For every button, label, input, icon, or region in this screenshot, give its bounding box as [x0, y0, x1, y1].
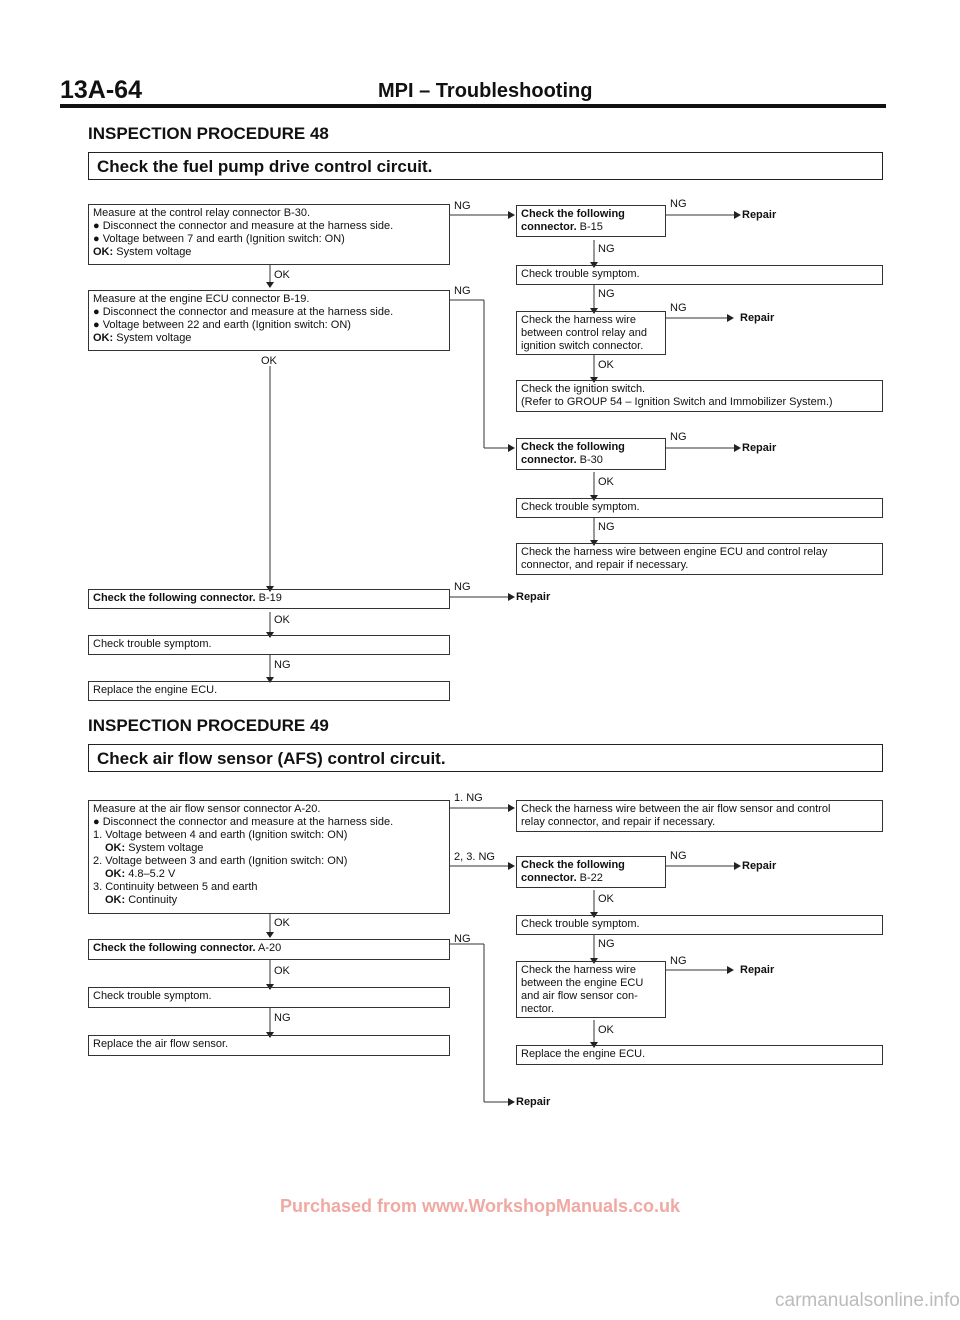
- p48-r2-text: Check trouble symptom.: [521, 268, 640, 280]
- p48-box1-ok-label: OK:: [93, 246, 114, 258]
- procedure-48-banner: Check the fuel pump drive control circuit.: [88, 152, 883, 180]
- p48-measure-engine-ecu-box: [88, 290, 450, 351]
- p48-check-trouble-symptom-right-box: [516, 265, 883, 285]
- p49-box1-ok1-label: OK:: [105, 842, 126, 854]
- p49-r2-ng: NG: [670, 850, 687, 862]
- p48-box4-ng: NG: [274, 659, 291, 671]
- p48-check-connector-b30-box: [516, 438, 666, 470]
- p48-box2-ok-value: System voltage: [113, 332, 192, 344]
- p48-r1-text: B-15: [576, 221, 603, 233]
- p49-box1-ok: OK: [274, 917, 290, 929]
- procedure-48-heading: INSPECTION PROCEDURE 48: [88, 124, 329, 143]
- p48-r6-text: Check trouble symptom.: [521, 501, 640, 513]
- procedure-49-banner: Check air flow sensor (AFS) control circuit.: [88, 744, 883, 772]
- p49-box1-ok3-value: Continuity: [125, 894, 178, 906]
- p48-r3-line3: ignition switch connector.: [521, 340, 644, 352]
- p49-box1-line2: ● Disconnect the connector and measure at the harness side.: [93, 816, 394, 828]
- p48-box3-repair: Repair: [516, 591, 551, 603]
- p49-r2-bold: connector.: [521, 872, 577, 884]
- p48-box3-ok: OK: [274, 614, 290, 626]
- p48-r1-bold: connector.: [521, 221, 577, 233]
- p48-box1-ng: NG: [454, 200, 471, 212]
- p48-r5-repair: Repair: [742, 442, 777, 454]
- p49-box1-ng23: 2, 3. NG: [454, 851, 495, 863]
- p48-check-connector-b15-box: [516, 205, 666, 237]
- p49-r4-line4: nector.: [521, 1003, 555, 1015]
- p48-r4-line2: (Refer to GROUP 54 – Ignition Switch and Immobilizer System.): [521, 396, 833, 408]
- p49-box1-ng1: 1. NG: [454, 792, 483, 804]
- p48-r3-line1: Check the harness wire: [521, 314, 636, 326]
- p48-box1-line2: ● Disconnect the connector and measure at the harness side.: [93, 220, 394, 232]
- p49-box1-ok3-label: OK:: [105, 894, 126, 906]
- p49-box1-line7: 3. Continuity between 5 and earth: [93, 881, 258, 893]
- p48-box1-line1: Measure at the control relay connector B-30.: [93, 207, 311, 219]
- p48-r1-ng: NG: [670, 198, 687, 210]
- p49-box1-line5: 2. Voltage between 3 and earth (Ignition switch: ON): [93, 855, 348, 867]
- p48-check-ignition-switch-box: [516, 380, 883, 412]
- p48-r7-line1: Check the harness wire between engine ECU and control relay: [521, 546, 828, 558]
- p49-r2-ok: OK: [598, 893, 614, 905]
- p49-r4-ng: NG: [670, 955, 687, 967]
- p49-check-connector-a20-box: [88, 939, 450, 960]
- p49-box2-ok: OK: [274, 965, 290, 977]
- p48-box5-text: Replace the engine ECU.: [93, 684, 218, 696]
- p48-check-trouble-symptom-box: [88, 635, 450, 655]
- p48-check-harness-ecu-relay-box: [516, 543, 883, 575]
- p48-box2-ok: OK: [261, 355, 277, 367]
- p49-r5-text: Replace the engine ECU.: [521, 1048, 646, 1060]
- p49-check-harness-afs-relay-box: [516, 800, 883, 832]
- p49-check-trouble-symptom-right-box: [516, 915, 883, 935]
- p48-check-connector-b19-box: [88, 589, 450, 609]
- p49-box2-text: A-20: [255, 942, 282, 954]
- p49-box1-ok2-value: 4.8–5.2 V: [125, 868, 176, 880]
- p49-r1-line2: relay connector, and repair if necessary.: [521, 816, 716, 828]
- page-title: MPI – Troubleshooting: [378, 80, 593, 102]
- p48-box1-line3: ● Voltage between 7 and earth (Ignition switch: ON): [93, 233, 345, 245]
- p49-check-connector-b22-box: [516, 856, 666, 888]
- p48-r7-line2: connector, and repair if necessary.: [521, 559, 689, 571]
- p49-replace-afs-box: [88, 1035, 450, 1056]
- p48-box2-ng: NG: [454, 285, 471, 297]
- p48-replace-ecu-box: [88, 681, 450, 701]
- p48-r3-ng: NG: [670, 302, 687, 314]
- p49-box2-bold: Check the following connector.: [93, 942, 256, 954]
- p48-box3-bold: Check the following connector.: [93, 592, 256, 604]
- p48-box1-ok: OK: [274, 269, 290, 281]
- procedure-49-heading: INSPECTION PROCEDURE 49: [88, 716, 329, 735]
- p48-r5-ng: NG: [670, 431, 687, 443]
- p48-r5-bold: connector.: [521, 454, 577, 466]
- p48-r1-repair: Repair: [742, 209, 777, 221]
- p48-box2-line3: ● Voltage between 22 and earth (Ignition switch: ON): [93, 319, 351, 331]
- p49-check-trouble-symptom-box: [88, 987, 450, 1008]
- p49-r2-line1: Check the following: [521, 859, 625, 871]
- p49-r4-line2: between the engine ECU: [521, 977, 644, 989]
- p48-r3-ok: OK: [598, 359, 614, 371]
- p49-box3-ng: NG: [274, 1012, 291, 1024]
- p48-r5-text: B-30: [576, 454, 603, 466]
- p49-box4-text: Replace the air flow sensor.: [93, 1038, 229, 1050]
- p49-replace-ecu-box: [516, 1045, 883, 1065]
- p49-r3-ng: NG: [598, 938, 615, 950]
- p49-box2-repair: Repair: [516, 1096, 551, 1108]
- p48-r5-ok: OK: [598, 476, 614, 488]
- purchased-watermark: Purchased from www.WorkshopManuals.co.uk: [279, 1196, 681, 1216]
- p49-box1-line1: Measure at the air flow sensor connector A-20.: [93, 803, 321, 815]
- page-number: 13A-64: [60, 76, 142, 104]
- p48-box3-text: B-19: [255, 592, 282, 604]
- p49-measure-afs-connector-box: [88, 800, 450, 914]
- p49-r4-repair: Repair: [740, 964, 775, 976]
- p48-box4-text: Check trouble symptom.: [93, 638, 212, 650]
- p49-box1-line3: 1. Voltage between 4 and earth (Ignition switch: ON): [93, 829, 348, 841]
- p48-r6-ng: NG: [598, 521, 615, 533]
- p49-r4-ok: OK: [598, 1024, 614, 1036]
- p49-box1-ok1-value: System voltage: [125, 842, 204, 854]
- p48-r2-ng: NG: [598, 288, 615, 300]
- p48-measure-control-relay-box: [88, 204, 450, 265]
- p48-box1-ok-value: System voltage: [113, 246, 192, 258]
- p49-r1-line1: Check the harness wire between the air flow sensor and control: [521, 803, 831, 815]
- p49-r2-repair: Repair: [742, 860, 777, 872]
- p48-check-harness-relay-box: [516, 311, 666, 355]
- p49-r4-line1: Check the harness wire: [521, 964, 636, 976]
- p49-box2-ng: NG: [454, 933, 471, 945]
- p48-r3-repair: Repair: [740, 312, 775, 324]
- p48-box3-ng: NG: [454, 581, 471, 593]
- p49-r2-text: B-22: [576, 872, 603, 884]
- p49-box3-text: Check trouble symptom.: [93, 990, 212, 1002]
- p48-r3-line2: between control relay and: [521, 327, 647, 339]
- site-watermark: carmanualsonline.info: [775, 1290, 960, 1311]
- p48-r1-line1: Check the following: [521, 208, 625, 220]
- p49-check-harness-ecu-afs-box: [516, 961, 666, 1018]
- p49-r3-text: Check trouble symptom.: [521, 918, 640, 930]
- p49-box1-ok2-label: OK:: [105, 868, 126, 880]
- p48-r1-ng-down: NG: [598, 243, 615, 255]
- p48-r5-line1: Check the following: [521, 441, 625, 453]
- p48-box2-line1: Measure at the engine ECU connector B-19.: [93, 293, 310, 305]
- p48-r4-line1: Check the ignition switch.: [521, 383, 646, 395]
- p48-check-trouble-symptom-right2-box: [516, 498, 883, 518]
- p48-box2-ok-label: OK:: [93, 332, 114, 344]
- p49-r4-line3: and air flow sensor con-: [521, 990, 638, 1002]
- p48-box2-line2: ● Disconnect the connector and measure at the harness side.: [93, 306, 394, 318]
